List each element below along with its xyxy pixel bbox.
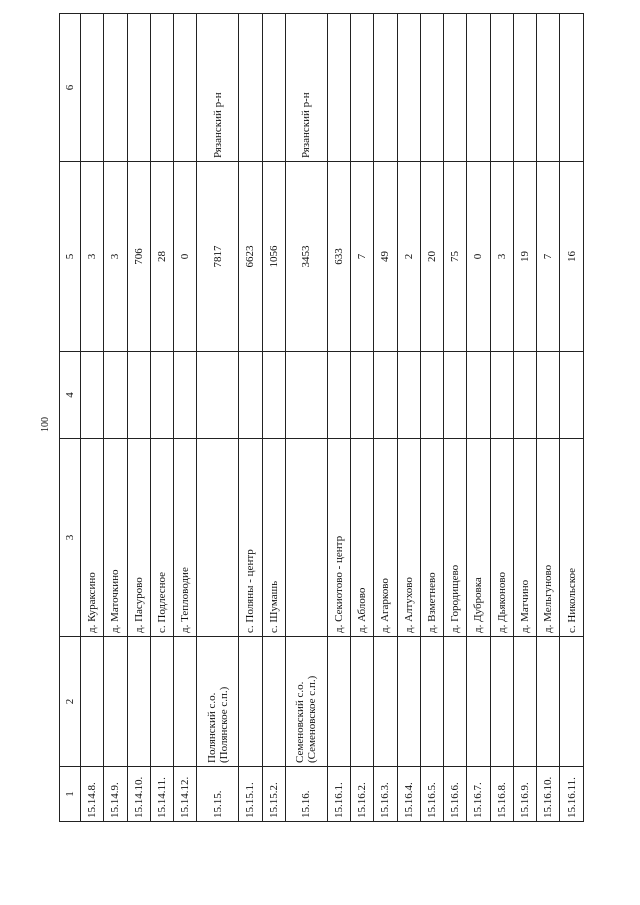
cell-municipality <box>351 637 374 767</box>
cell-population: 75 <box>444 162 467 352</box>
cell-municipality <box>397 637 420 767</box>
cell-municipality <box>262 637 285 767</box>
cell-district <box>490 14 513 162</box>
cell-population: 19 <box>513 162 536 352</box>
cell-code: 15.16. <box>285 767 327 822</box>
cell-code: 15.16.9. <box>513 767 536 822</box>
cell-col4 <box>285 352 327 439</box>
cell-settlement: д. Маточкино <box>104 439 127 637</box>
cell-col4 <box>513 352 536 439</box>
settlement-table <box>59 13 584 822</box>
cell-municipality <box>174 637 197 767</box>
cell-municipality <box>444 637 467 767</box>
table-row <box>104 14 127 822</box>
cell-col4 <box>490 352 513 439</box>
cell-district <box>467 14 490 162</box>
cell-col4 <box>420 352 443 439</box>
cell-code: 15.15. <box>197 767 239 822</box>
cell-municipality <box>420 637 443 767</box>
header-col-4: 4 <box>60 352 81 439</box>
cell-col4 <box>327 352 350 439</box>
cell-col4 <box>560 352 584 439</box>
cell-district <box>351 14 374 162</box>
table-row <box>537 14 560 822</box>
table-row <box>262 14 285 822</box>
cell-code: 15.16.6. <box>444 767 467 822</box>
table-row <box>420 14 443 822</box>
header-col-3: 3 <box>60 439 81 637</box>
cell-municipality <box>150 637 173 767</box>
cell-district <box>537 14 560 162</box>
cell-municipality: Семеновский с.о. (Семеновское с.п.) <box>285 637 327 767</box>
table-row <box>197 14 239 822</box>
cell-settlement: д. Аблово <box>351 439 374 637</box>
cell-population: 6623 <box>239 162 262 352</box>
cell-municipality <box>374 637 397 767</box>
table-row <box>174 14 197 822</box>
table-header-row <box>60 14 81 822</box>
cell-col4 <box>239 352 262 439</box>
table-row <box>513 14 536 822</box>
table-row <box>285 14 327 822</box>
cell-settlement: д. Городищево <box>444 439 467 637</box>
cell-district <box>397 14 420 162</box>
cell-district <box>374 14 397 162</box>
table-row <box>127 14 150 822</box>
cell-col4 <box>127 352 150 439</box>
cell-population: 1056 <box>262 162 285 352</box>
cell-settlement: д. Матчино <box>513 439 536 637</box>
cell-population: 28 <box>150 162 173 352</box>
cell-code: 15.14.9. <box>104 767 127 822</box>
cell-settlement: с. Поляны - центр <box>239 439 262 637</box>
cell-population: 3 <box>104 162 127 352</box>
cell-code: 15.16.1. <box>327 767 350 822</box>
cell-district: Рязанский р-н <box>285 14 327 162</box>
cell-settlement: д. Пасурово <box>127 439 150 637</box>
cell-population: 3453 <box>285 162 327 352</box>
cell-population: 7 <box>351 162 374 352</box>
cell-col4 <box>444 352 467 439</box>
cell-municipality <box>560 637 584 767</box>
cell-col4 <box>351 352 374 439</box>
cell-settlement: д. Дубровка <box>467 439 490 637</box>
cell-settlement: с. Никольское <box>560 439 584 637</box>
cell-code: 15.16.2. <box>351 767 374 822</box>
table-row <box>444 14 467 822</box>
cell-municipality: Полянский с.о. (Полянское с.п.) <box>197 637 239 767</box>
cell-settlement: д. Секиотово - центр <box>327 439 350 637</box>
cell-municipality <box>239 637 262 767</box>
cell-code: 15.14.10. <box>127 767 150 822</box>
table-row <box>560 14 584 822</box>
cell-municipality <box>467 637 490 767</box>
cell-code: 15.14.11. <box>150 767 173 822</box>
cell-settlement: д. Мельгуново <box>537 439 560 637</box>
cell-district <box>150 14 173 162</box>
cell-code: 15.16.3. <box>374 767 397 822</box>
table-row <box>239 14 262 822</box>
cell-settlement: с. Подлесное <box>150 439 173 637</box>
cell-code: 15.16.4. <box>397 767 420 822</box>
cell-district <box>239 14 262 162</box>
cell-district: Рязанский р-н <box>197 14 239 162</box>
cell-population: 49 <box>374 162 397 352</box>
cell-municipality <box>537 637 560 767</box>
cell-settlement: д. Кураксино <box>81 439 104 637</box>
cell-code: 15.16.11. <box>560 767 584 822</box>
cell-population: 3 <box>490 162 513 352</box>
cell-col4 <box>174 352 197 439</box>
cell-population: 2 <box>397 162 420 352</box>
cell-code: 15.16.5. <box>420 767 443 822</box>
table-row <box>150 14 173 822</box>
cell-district <box>327 14 350 162</box>
cell-population: 16 <box>560 162 584 352</box>
table-row <box>467 14 490 822</box>
cell-col4 <box>374 352 397 439</box>
cell-district <box>560 14 584 162</box>
cell-municipality <box>513 637 536 767</box>
table-row <box>81 14 104 822</box>
table-row <box>490 14 513 822</box>
cell-col4 <box>150 352 173 439</box>
cell-col4 <box>537 352 560 439</box>
cell-col4 <box>104 352 127 439</box>
cell-municipality <box>327 637 350 767</box>
table-body <box>81 14 584 822</box>
cell-settlement: д. Агарково <box>374 439 397 637</box>
cell-code: 15.14.8. <box>81 767 104 822</box>
cell-col4 <box>197 352 239 439</box>
cell-col4 <box>467 352 490 439</box>
table-row <box>374 14 397 822</box>
cell-settlement: д. Дьяконово <box>490 439 513 637</box>
settlement-table-rotated <box>59 14 584 822</box>
cell-col4 <box>262 352 285 439</box>
cell-district <box>262 14 285 162</box>
cell-code: 15.15.1. <box>239 767 262 822</box>
cell-municipality <box>81 637 104 767</box>
cell-code: 15.16.10. <box>537 767 560 822</box>
page-number-text: 100 <box>39 416 51 432</box>
cell-municipality <box>104 637 127 767</box>
cell-settlement: с. Шумашь <box>262 439 285 637</box>
header-col-5: 5 <box>60 162 81 352</box>
header-col-6: 6 <box>60 14 81 162</box>
page-number <box>38 412 52 436</box>
table-row <box>351 14 374 822</box>
table-row <box>327 14 350 822</box>
cell-population: 3 <box>81 162 104 352</box>
cell-district <box>513 14 536 162</box>
cell-municipality <box>490 637 513 767</box>
cell-code: 15.16.7. <box>467 767 490 822</box>
cell-municipality <box>127 637 150 767</box>
cell-col4 <box>81 352 104 439</box>
cell-population: 20 <box>420 162 443 352</box>
cell-code: 15.16.8. <box>490 767 513 822</box>
cell-district <box>127 14 150 162</box>
cell-settlement <box>285 439 327 637</box>
cell-population: 0 <box>467 162 490 352</box>
cell-settlement <box>197 439 239 637</box>
cell-col4 <box>397 352 420 439</box>
table-row <box>397 14 420 822</box>
header-col-1: 1 <box>60 767 81 822</box>
settlement-table-frame <box>59 14 584 822</box>
cell-population: 633 <box>327 162 350 352</box>
cell-district <box>420 14 443 162</box>
cell-code: 15.14.12. <box>174 767 197 822</box>
cell-population: 706 <box>127 162 150 352</box>
cell-district <box>104 14 127 162</box>
cell-district <box>444 14 467 162</box>
cell-district <box>81 14 104 162</box>
cell-settlement: д. Взметнево <box>420 439 443 637</box>
header-col-2: 2 <box>60 637 81 767</box>
cell-settlement: д. Тепловодие <box>174 439 197 637</box>
cell-population: 7817 <box>197 162 239 352</box>
cell-population: 0 <box>174 162 197 352</box>
cell-population: 7 <box>537 162 560 352</box>
cell-settlement: д. Алтухово <box>397 439 420 637</box>
cell-code: 15.15.2. <box>262 767 285 822</box>
cell-district <box>174 14 197 162</box>
